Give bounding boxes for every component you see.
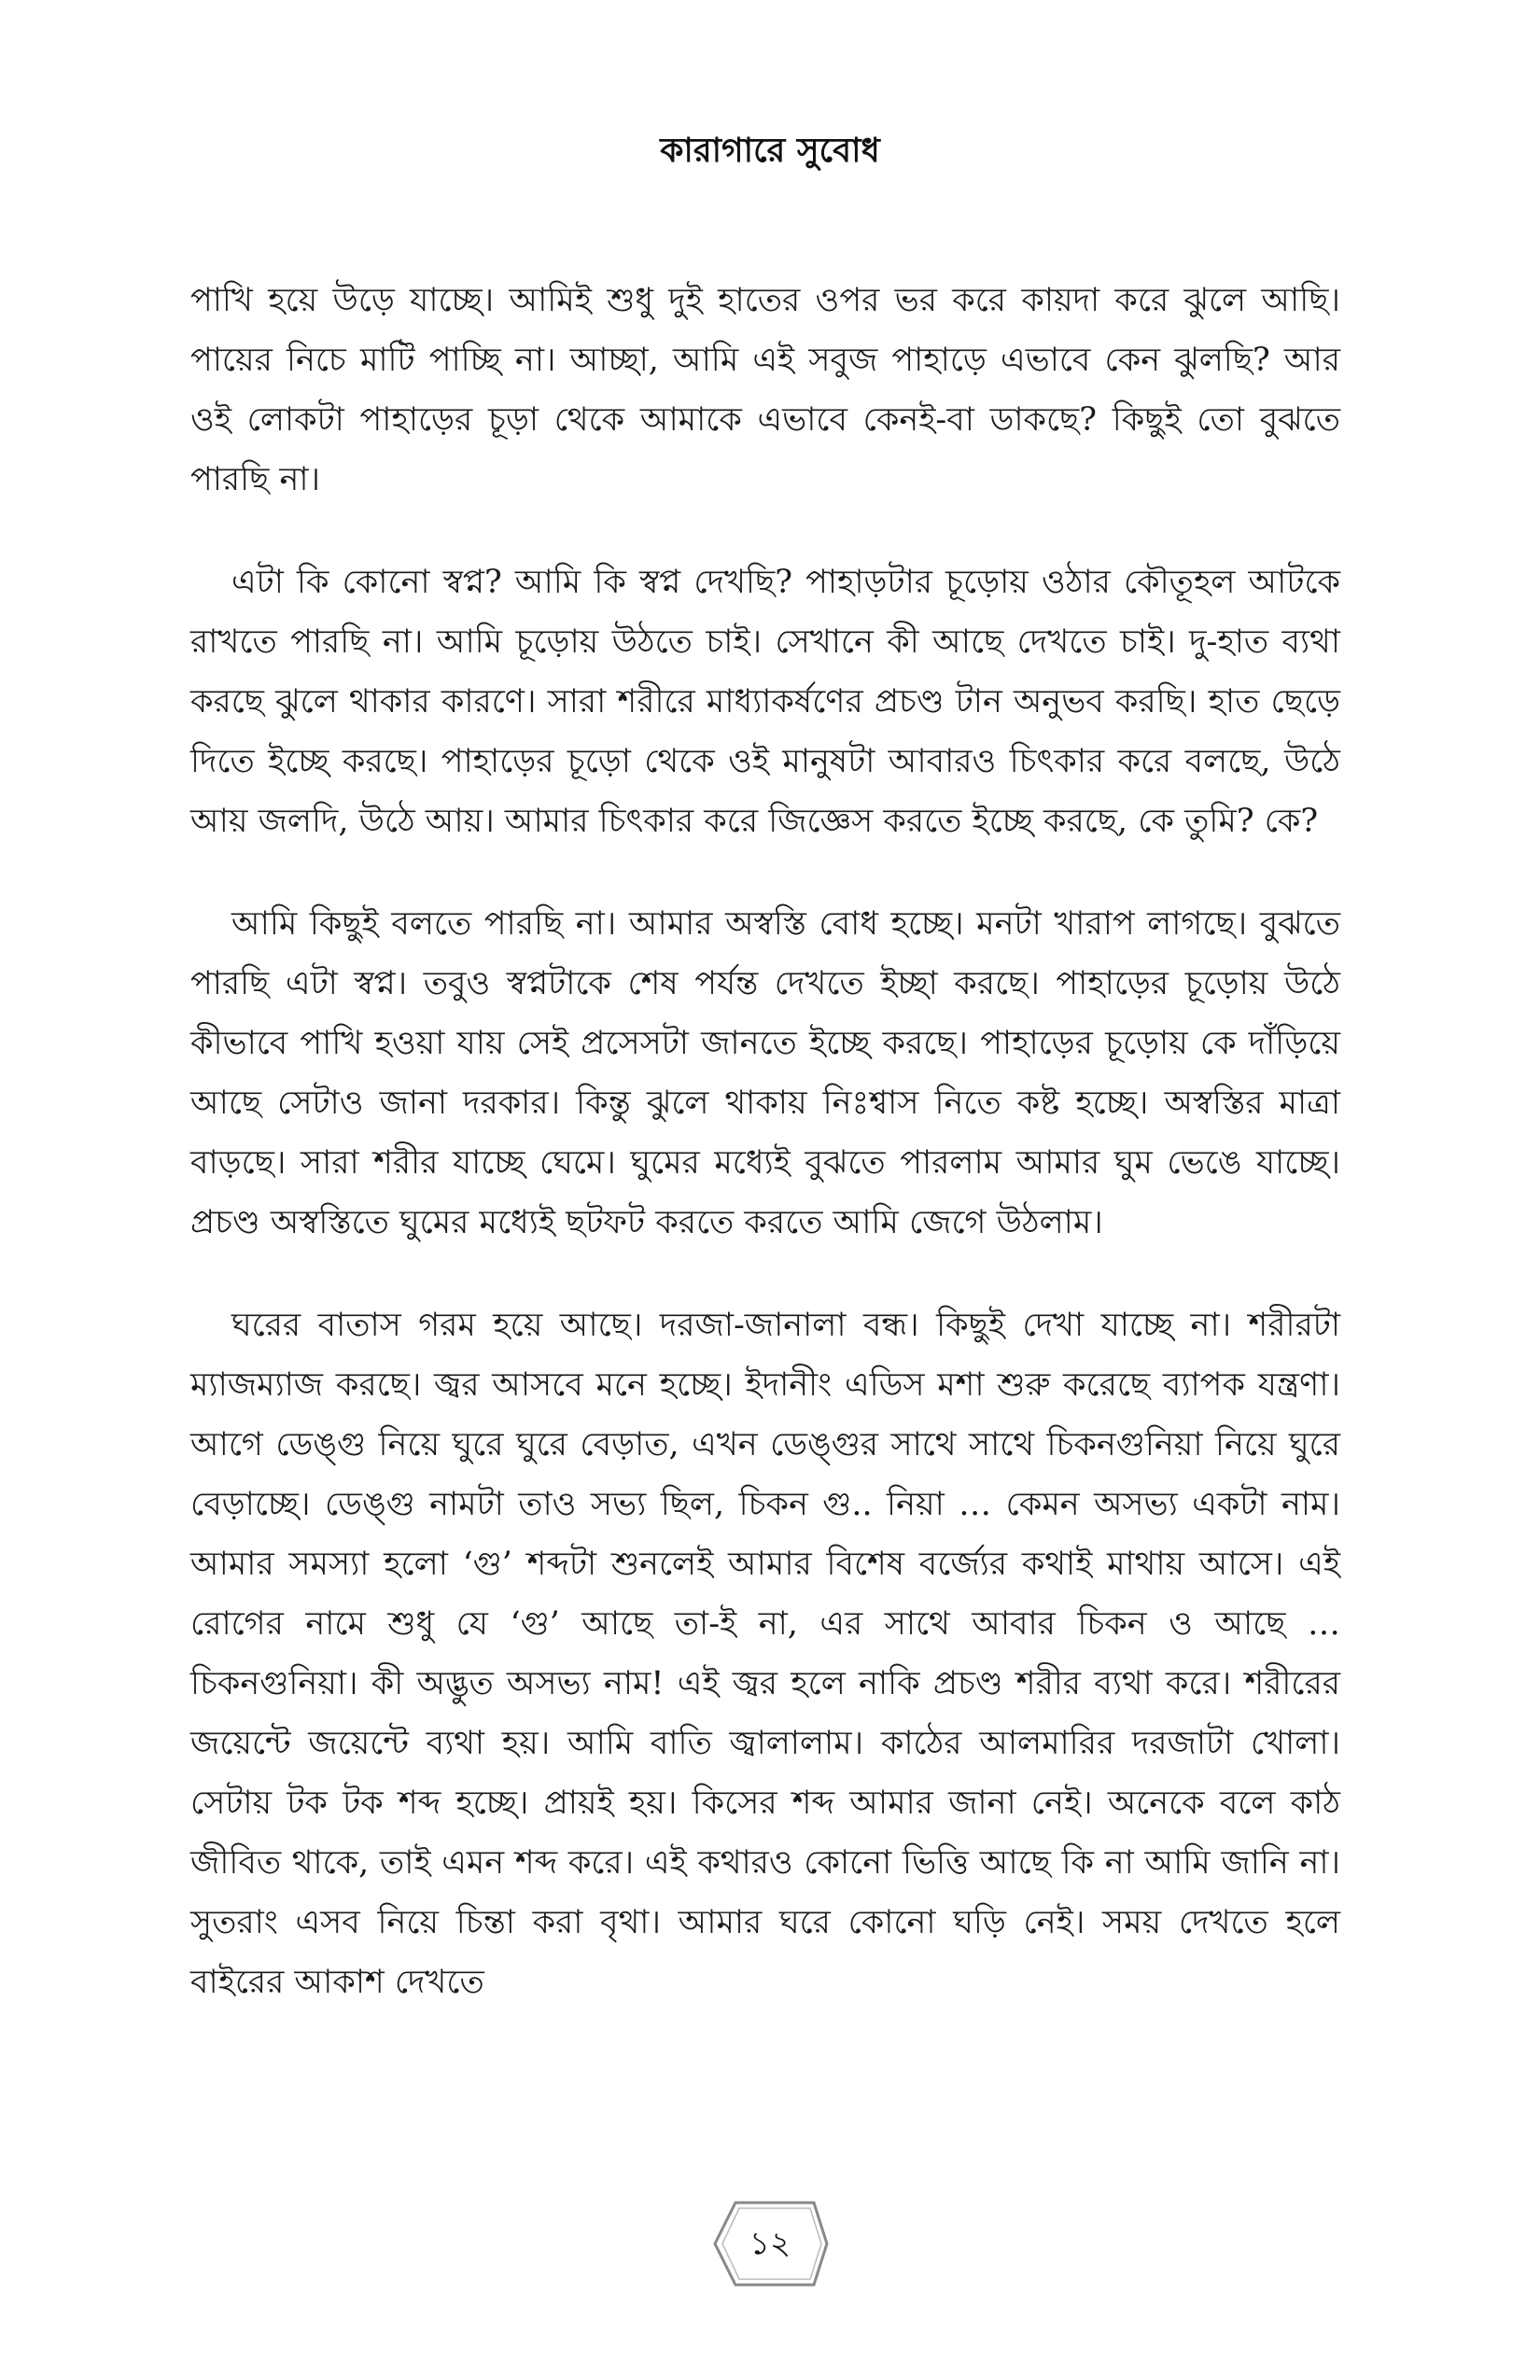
running-header: কারাগারে সুবোধ <box>660 132 880 170</box>
paragraph-4: ঘরের বাতাস গরম হয়ে আছে। দরজা-জানালা বন্ধ। কিছুই দেখা যাচ্ছে না। শরীরটা ম্যাজম্যাজ করছে। জ্বর আসবে মনে হচ্ছে। ইদানীং এডিস মশা শুরু করেছে ব্যাপক যন্ত্রণা। আগে ডেঙ্গু নিয়ে ঘুরে ঘুরে বেড়াত, এখন ডেঙ্গুর সাথে সাথে চিকনগুনিয়া নিয়ে ঘুরে বেড়াচ্ছে। ডেঙ্গু নামটা তাও সভ্য ছিল, চিকন গু.. নিয়া … কেমন অসভ্য একটা নাম। আমার সমস্যা হলো ‘গু’ শব্দটা শুনলেই আমার বিশেষ বর্জ্যের কথাই মাথায় আসে। এই রোগের নামে শুধু যে ‘গু’ আছে তা-ই না, এর সাথে আবার চিকন ও আছে … চিকনগুনিয়া। কী অদ্ভুত অসভ্য নাম! এই জ্বর হলে নাকি প্রচণ্ড শরীর ব্যথা করে। শরীরের জয়েন্টে জয়েন্টে ব্যথা হয়। আমি বাতি জ্বালালাম। কাঠের আলমারির দরজাটা খোলা। সেটায় টক টক শব্দ হচ্ছে। প্রায়ই হয়। কিসের শব্দ আমার জানা নেই। অনেকে বলে কাঠ জীবিত থাকে, তাই এমন শব্দ করে। এই কথারও কোনো ভিত্তি আছে কি না আমি জানি না। সুতরাং এসব নিয়ে চিন্তা করা বৃথা। আমার ঘরে কোনো ঘড়ি নেই। সময় দেখতে হলে বাইরের আকাশ দেখতে <box>190 1307 1340 2001</box>
page-number: ১২ <box>749 2225 791 2262</box>
page-footer <box>0 2199 1540 2289</box>
body-text <box>190 271 1340 2055</box>
paragraph-2: এটা কি কোনো স্বপ্ন? আমি কি স্বপ্ন দেখছি? পাহাড়টার চূড়োয় ওঠার কৌতূহল আটকে রাখতে পারছি না। আমি চূড়োয় উঠতে চাই। সেখানে কী আছে দেখতে চাই। দু-হাত ব্যথা করছে ঝুলে থাকার কারণে। সারা শরীরে মাধ্যাকর্ষণের প্রচণ্ড টান অনুভব করছি। হাত ছেড়ে দিতে ইচ্ছে করছে। পাহাড়ের চূড়ো থেকে ওই মানুষটা আবারও চিৎকার করে বলছে, উঠে আয় জলদি, উঠে আয়। আমার চিৎকার করে জিজ্ঞেস করতে ইচ্ছে করছে, কে তুমি? কে? <box>190 564 1340 840</box>
paragraph-3: আমি কিছুই বলতে পারছি না। আমার অস্বস্তি বোধ হচ্ছে। মনটা খারাপ লাগছে। বুঝতে পারছি এটা স্বপ্ন। তবুও স্বপ্নটাকে শেষ পর্যন্ত দেখতে ইচ্ছা করছে। পাহাড়ের চূড়োয় উঠে কীভাবে পাখি হওয়া যায় সেই প্রসেসটা জানতে ইচ্ছে করছে। পাহাড়ের চূড়োয় কে দাঁড়িয়ে আছে সেটাও জানা দরকার। কিন্তু ঝুলে থাকায় নিঃশ্বাস নিতে কষ্ট হচ্ছে। অস্বস্তির মাত্রা বাড়ছে। সারা শরীর যাচ্ছে ঘেমে। ঘুমের মধ্যেই বুঝতে পারলাম আমার ঘুম ভেঙে যাচ্ছে। প্রচণ্ড অস্বস্তিতে ঘুমের মধ্যেই ছটফট করতে করতে আমি জেগে উঠলাম। <box>190 905 1340 1241</box>
paragraph-1: পাখি হয়ে উড়ে যাচ্ছে। আমিই শুধু দুই হাতের ওপর ভর করে কায়দা করে ঝুলে আছি। পায়ের নিচে মাটি পাচ্ছি না। আচ্ছা, আমি এই সবুজ পাহাড়ে এভাবে কেন ঝুলছি? আর ওই লোকটা পাহাড়ের চূড়া থেকে আমাকে এভাবে কেনই-বা ডাকছে? কিছুই তো বুঝতে পারছি না। <box>190 282 1340 498</box>
